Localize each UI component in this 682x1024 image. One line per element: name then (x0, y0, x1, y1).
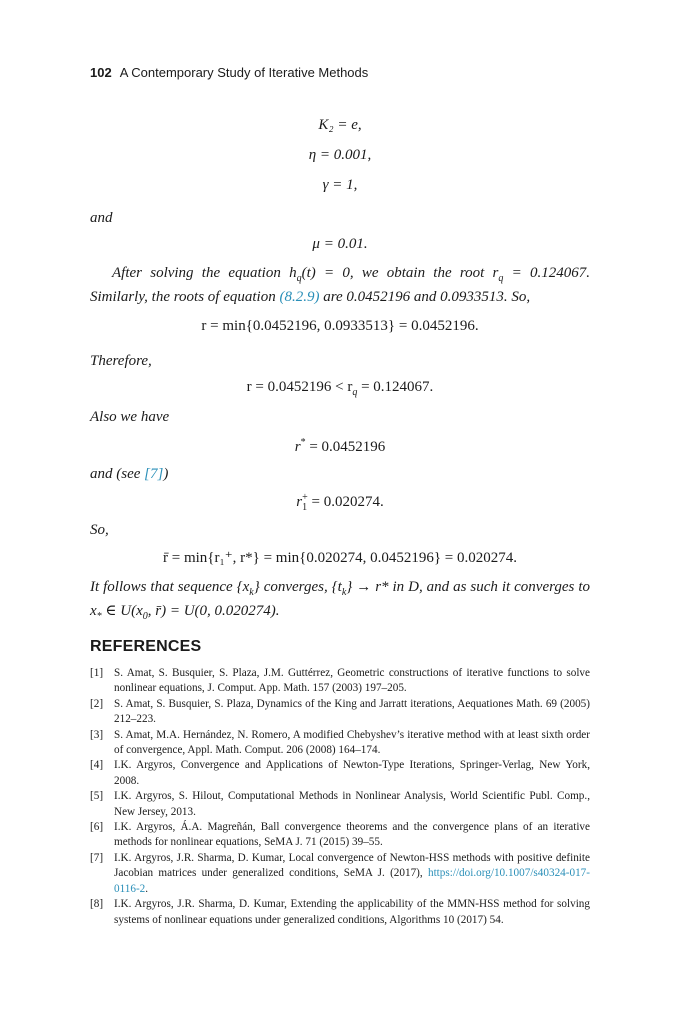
running-header (90, 65, 368, 80)
references-list (90, 666, 590, 928)
reference-item: [6] I.K. Argyros, Á.A. Magreñán, Ball convergence theorems and the convergence plans of an iterative methods for nonlinear equations, SeMA J. 71 (2015) 39–55. (90, 821, 590, 849)
text-so: So, (90, 522, 109, 538)
page-number: 102 (90, 65, 112, 80)
equation-r-star: r* = 0.0452196 (294, 437, 386, 455)
reference-item: [5] I.K. Argyros, S. Hilout, Computational Methods in Nonlinear Analysis, World Scientific Publ. Comp., New Jersey, 2013. (90, 790, 590, 818)
equation-r-inequality: $r = 0.0452196 < r_q = 0.124067$. (246, 379, 434, 398)
equation-gamma: γ = 1, (322, 177, 358, 193)
doi-link[interactable]: https://doi.org/10.1007/s40324-017-0116-2 (114, 867, 590, 895)
equation-r1-plus: $r_1^+ = 0.020274$. (296, 492, 384, 513)
running-title: A Contemporary Study of Iterative Methods (119, 65, 369, 80)
text-and-see: and (see [7]) (90, 466, 169, 482)
equation-rbar: r̄ = min{r₁⁺, r*} = min{0.020274, 0.0452196} = 0.020274. (163, 550, 517, 566)
text-and: and (90, 210, 113, 226)
reference-item: [2] S. Amat, S. Busquier, S. Plaza, Dynamics of the King and Jarratt iterations, Aequationes Math. 69 (2005) 212–223. (90, 697, 590, 726)
reference-item: [1] S. Amat, S. Busquier, S. Plaza, J.M. Guttérrez, Geometric constructions of iterative functions to solve nonlinear equations, J. Comput. App. Math. 157 (2003) 197–205. (90, 667, 590, 695)
reference-item: [8] I.K. Argyros, J.R. Sharma, D. Kumar, Extending the applicability of the MMN-HSS method for solving systems of nonlinear equations under generalized conditions, Algorithms 10 (2017) 54. (90, 898, 590, 926)
text-also: Also we have (90, 409, 170, 425)
equation-link[interactable]: (8.2.9) (279, 289, 320, 305)
ref-link-7[interactable]: [7] (144, 466, 164, 482)
equation-mu: μ = 0.01. (312, 236, 368, 252)
equation-r-min: r = min{0.0452196, 0.0933513} = 0.0452196. (201, 318, 479, 334)
reference-item: [3] S. Amat, M.A. Hernández, N. Romero, A modified Chebyshev’s iterative method with at least sixth order of convergence, Appl. Math. Comput. 206 (2008) 164–174. (90, 728, 590, 757)
equation-eta: η = 0.001, (308, 147, 372, 163)
reference-item: [7] I.K. Argyros, J.R. Sharma, D. Kumar, Local convergence of Newton-HSS methods with positive definite Jacobian matrices under generalized conditions, SeMA J. (2017), https://doi.org/10.1007/s40324-017-0116-2. (90, 851, 590, 895)
references-heading: REFERENCES (90, 638, 202, 655)
paragraph-after-solving: After solving the equation $h_q(t) = 0$, we obtain the root $r_q = 0.124067$. Similarly, the roots of equation (8.2.9) are 0.0452196 and 0.0933513. So, (90, 265, 591, 305)
reference-item: [4] I.K. Argyros, Convergence and Applications of Newton-Type Iterations, Springer-Verlag, New York, 2008. (90, 759, 590, 787)
text-therefore: Therefore, (90, 353, 152, 369)
equation-k2: K₂ = e, (318, 117, 362, 133)
paragraph-follows: It follows that sequence $\{x_k\}$ converges, $\{t_k\} \to r*$ in D, and as such it converges to $x_*$ ∈ $U(x_0$, r̄) = U(0, 0.020274). (90, 579, 591, 622)
